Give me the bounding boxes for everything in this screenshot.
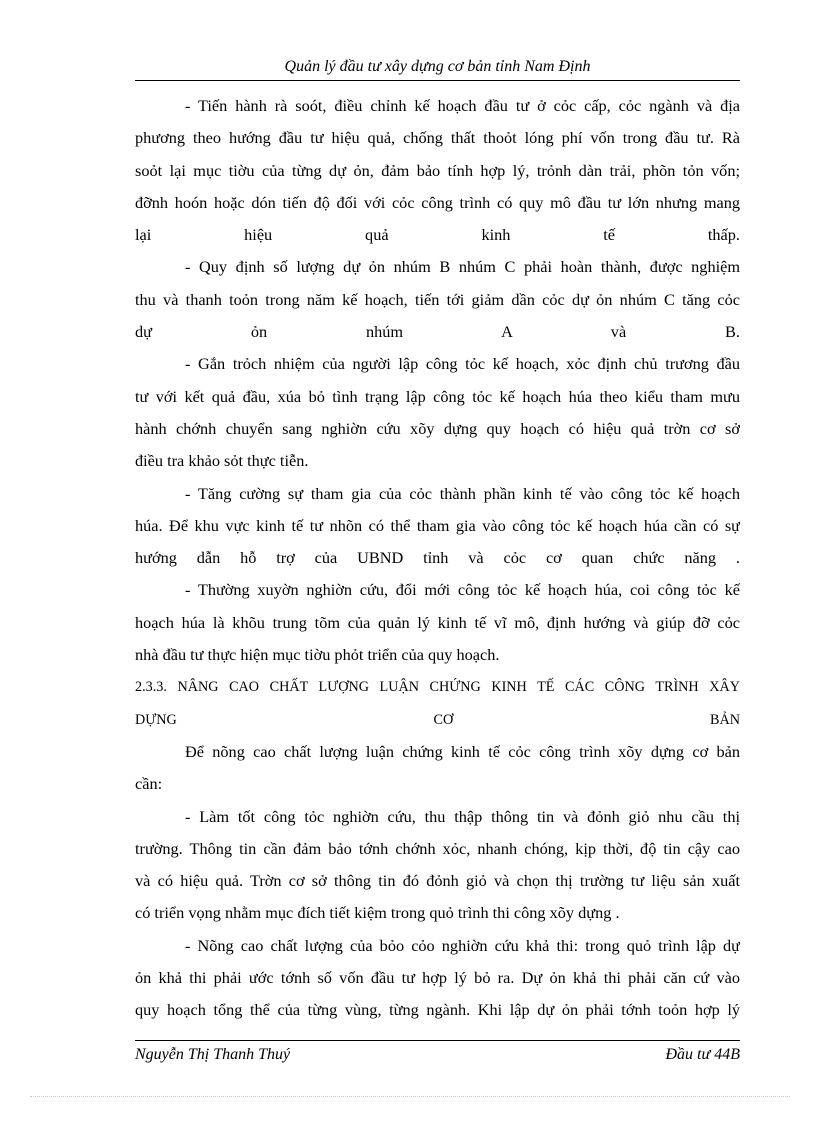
section-heading-line: DỰNG CƠ BẢN xyxy=(135,711,740,728)
text-line: hoạch húa là khõu trung tõm của quản lý kinh tế vĩ mô, định hướng và giúp đỡ cỏc xyxy=(135,612,740,632)
text-line: - Nõng cao chất lượng của bỏo cỏo nghiờn cứu khả thi: trong quỏ trình lập dự xyxy=(185,935,740,955)
document-body xyxy=(135,90,740,1027)
text-line: - Tăng cường sự tham gia của cỏc thành phần kinh tế vào công tỏc kế hoạch xyxy=(185,483,740,503)
text-line: điều tra khảo sỏt thực tiễn. xyxy=(135,451,309,471)
text-line: có triển vọng nhằm mục đích tiết kiệm trong quỏ trình thi công xõy dựng . xyxy=(135,903,620,923)
text-line: thu và thanh toỏn trong năm kế hoạch, tiến tới giảm dần cỏc dự ỏn nhúm C tăng cỏc xyxy=(135,289,740,309)
footer-divider xyxy=(135,1040,740,1041)
footer-class: Đầu tư 44B xyxy=(665,1046,740,1063)
footer-author: Nguyễn Thị Thanh Thuý xyxy=(135,1046,291,1063)
text-line: ỏn khả thi phải ước tớnh số vốn đầu tư hợp lý bỏ ra. Dự ỏn khả thi phải căn cứ vào xyxy=(135,968,740,988)
text-line: quy hoạch tổng thể của từng vùng, từng ngành. Khi lập dự ỏn phải tớnh toỏn hợp lý xyxy=(135,1000,740,1020)
text-line: - Thường xuyờn nghiờn cứu, đổi mới công tỏc kế hoạch húa, coi công tỏc kế xyxy=(185,580,740,600)
text-line: cần: xyxy=(135,774,163,794)
header-divider xyxy=(135,80,740,81)
text-line: đỡnh hoón hoặc dón tiến độ đối với cỏc công trình có quy mô đầu tư lớn nhưng mang xyxy=(135,192,740,212)
text-line: Để nõng cao chất lượng luận chứng kinh tế cỏc công trình xõy dựng cơ bản xyxy=(185,741,740,761)
text-line: - Tiến hành rà soót, điều chỉnh kế hoạch đầu tư ở cỏc cấp, cỏc ngành và địa xyxy=(185,96,740,115)
page-boundary xyxy=(30,1096,790,1097)
text-line: tư với kết quả đầu, xúa bỏ tình trạng lập công tỏc kế hoạch húa theo kiểu tham mưu xyxy=(135,386,740,406)
section-heading-line: 2.3.3. NÂNG CAO CHẤT LƯỢNG LUẬN CHỨNG KINH TẾ CÁC CÔNG TRÌNH XÂY xyxy=(135,679,740,696)
text-line: trường. Thông tin cần đảm bảo tớnh chớnh xỏc, nhanh chóng, kịp thời, độ tin cậy cao xyxy=(135,838,740,858)
text-line: soỏt lại mục tiờu của từng dự ỏn, đảm bảo tính hợp lý, trỏnh dàn trải, phõn tỏn vốn; xyxy=(135,160,740,180)
text-line: hành chớnh chuyển sang nghiờn cứu xõy dựng quy hoạch có hiệu quả trờn cơ sở xyxy=(135,418,740,438)
text-line: - Làm tốt công tỏc nghiờn cứu, thu thập thông tin và đỏnh giỏ nhu cầu thị xyxy=(185,806,740,826)
text-line: hướng dẫn hỗ trợ của UBND tỉnh và cỏc cơ quan chức năng . xyxy=(135,548,740,568)
text-line: và có hiệu quả. Trờn cơ sở thông tin đó đỏnh giỏ và chọn thị trường tư liệu sản xuất xyxy=(135,871,740,891)
text-line: lại hiệu quả kinh tế thấp. xyxy=(135,225,740,245)
text-line: phương theo hướng đầu tư hiệu quả, chống thất thoỏt lóng phí vốn trong đầu tư. Rà xyxy=(135,128,740,148)
text-line: - Gắn trỏch nhiệm của người lập công tỏc kế hoạch, xỏc định chủ trương đầu xyxy=(185,354,740,374)
text-line: dự ỏn nhúm A và B. xyxy=(135,322,740,342)
text-line: húa. Để khu vực kinh tế tư nhõn có thể tham gia vào công tỏc kế hoạch húa cần có sự xyxy=(135,515,740,535)
text-line: nhà đầu tư thực hiện mục tiờu phỏt triển của quy hoạch. xyxy=(135,645,500,665)
page-header-title: Quản lý đầu tư xây dựng cơ bản tỉnh Nam Định xyxy=(284,58,591,75)
text-line: - Quy định số lượng dự ỏn nhúm B nhúm C phải hoàn thành, được nghiệm xyxy=(185,257,740,277)
